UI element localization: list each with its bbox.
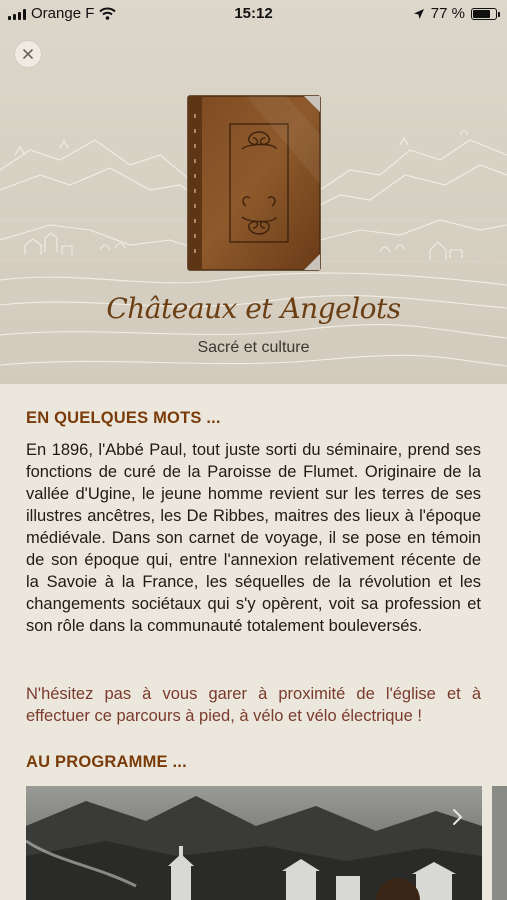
program-heading: AU PROGRAMME ...: [26, 753, 187, 771]
hero-header: [0, 0, 507, 384]
parking-note: N'hésitez pas à vous garer à proximité de l'église et à effectuer ce parcours à pied, à vélo et vélo électrique !: [26, 685, 481, 725]
status-time: 15:12: [234, 5, 273, 22]
status-bar: [0, 0, 507, 28]
location-icon: [413, 8, 425, 20]
close-icon: [23, 49, 33, 59]
battery-label: 77 %: [430, 5, 465, 22]
about-paragraph: En 1896, l'Abbé Paul, tout juste sorti du séminaire, prend ses fonctions de curé de la Paroisse de Flumet. Originaire de la vallée d'Ugine, le jeune homme revient sur les terres de ses illustres ancêtres, les De Ribbes, maitres des lieux à l'époque médiévale. Dans son carnet de voyage, il se pose en témoin de son époque qui, entre l'annexion relativement récente de la Savoie à la France, les séquelles de la révolution et les changements sociétaux qui s'y opèrent, voit sa profession et son rôle dans la communauté totalement bouleversés.: [26, 441, 481, 635]
close-button[interactable]: [15, 41, 41, 67]
chevron-right-icon[interactable]: [446, 806, 468, 828]
book-cover-image: [186, 94, 322, 272]
tour-title: Châteaux et Angelots: [106, 292, 401, 325]
carrier-label: Orange F: [31, 5, 95, 22]
program-photo[interactable]: [26, 786, 482, 900]
about-heading: EN QUELQUES MOTS ...: [26, 409, 221, 427]
program-photo-next[interactable]: [492, 786, 507, 900]
program-carousel[interactable]: [26, 786, 507, 900]
tour-subtitle: Sacré et culture: [197, 339, 310, 356]
battery-icon: [471, 8, 497, 20]
battery-fill: [473, 10, 490, 18]
